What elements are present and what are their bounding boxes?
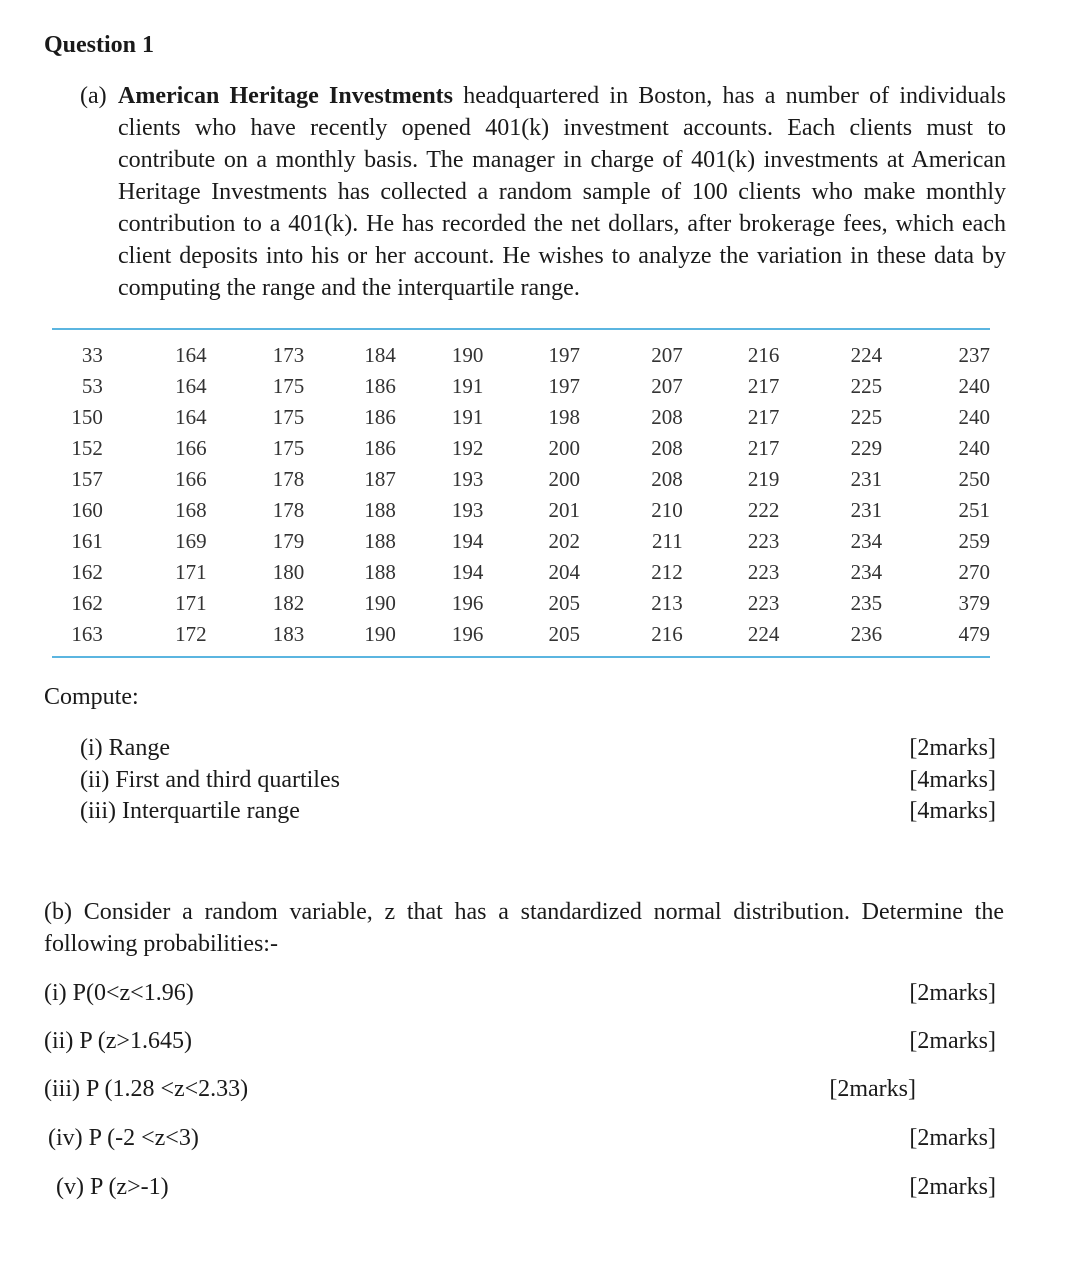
table-cell: 184 bbox=[364, 343, 396, 367]
table-cell: 216 bbox=[747, 343, 780, 367]
table-cell: 188 bbox=[364, 498, 396, 522]
table-cell: 208 bbox=[651, 405, 683, 429]
table-cell: 234 bbox=[850, 529, 883, 553]
table-row bbox=[52, 371, 990, 402]
table-cell: 175 bbox=[272, 436, 305, 460]
data-table bbox=[52, 340, 990, 650]
table-cell: 207 bbox=[651, 374, 683, 398]
table-row bbox=[52, 619, 990, 650]
table-top-rule bbox=[52, 328, 990, 330]
table-cell: 235 bbox=[850, 591, 883, 615]
table-cell: 157 bbox=[71, 467, 103, 491]
table-cell: 234 bbox=[850, 560, 883, 584]
table-cell: 205 bbox=[548, 591, 580, 615]
question-title: Question 1 bbox=[44, 32, 155, 58]
table-cell: 168 bbox=[175, 498, 207, 522]
table-cell: 164 bbox=[175, 343, 207, 367]
table-cell: 205 bbox=[548, 622, 580, 646]
table-cell: 163 bbox=[71, 622, 103, 646]
table-cell: 219 bbox=[747, 467, 780, 491]
table-cell: 178 bbox=[272, 498, 305, 522]
table-cell: 166 bbox=[175, 467, 207, 491]
table-cell: 222 bbox=[747, 498, 780, 522]
compute-marks: [4marks] bbox=[909, 767, 996, 793]
table-cell: 229 bbox=[850, 436, 883, 460]
table-cell: 240 bbox=[958, 436, 990, 460]
table-cell: 186 bbox=[364, 405, 396, 429]
table-cell: 223 bbox=[747, 591, 780, 615]
prob-marks: [2marks] bbox=[909, 1028, 996, 1054]
table-cell: 236 bbox=[850, 622, 883, 646]
table-bottom-rule bbox=[52, 656, 990, 658]
table-cell: 212 bbox=[651, 560, 683, 584]
compute-item: (ii) First and third quartiles bbox=[80, 767, 340, 793]
table-cell: 186 bbox=[364, 436, 396, 460]
table-cell: 193 bbox=[451, 467, 484, 491]
compute-item: (i) Range bbox=[80, 735, 170, 761]
table-cell: 161 bbox=[71, 529, 103, 553]
table-cell: 187 bbox=[364, 467, 396, 491]
table-cell: 202 bbox=[548, 529, 580, 553]
table-cell: 213 bbox=[651, 591, 683, 615]
table-cell: 180 bbox=[272, 560, 305, 584]
table-cell: 197 bbox=[548, 343, 580, 367]
table-cell: 224 bbox=[850, 343, 883, 367]
table-cell: 250 bbox=[958, 467, 990, 491]
table-cell: 162 bbox=[71, 591, 103, 615]
table-cell: 198 bbox=[548, 405, 580, 429]
table-cell: 217 bbox=[747, 374, 780, 398]
table-cell: 188 bbox=[364, 560, 396, 584]
table-cell: 208 bbox=[651, 467, 683, 491]
table-cell: 231 bbox=[850, 498, 883, 522]
part-a bbox=[80, 80, 1006, 304]
table-cell: 207 bbox=[651, 343, 683, 367]
table-cell: 194 bbox=[451, 560, 484, 584]
table-cell: 178 bbox=[272, 467, 305, 491]
table-cell: 223 bbox=[747, 529, 780, 553]
table-cell: 172 bbox=[175, 622, 207, 646]
prob-item: (iii) P (1.28 <z<2.33) bbox=[44, 1076, 249, 1102]
table-cell: 186 bbox=[364, 374, 396, 398]
company-name: American Heritage Investments bbox=[118, 83, 454, 109]
table-row bbox=[52, 464, 990, 495]
table-cell: 196 bbox=[451, 622, 484, 646]
table-cell: 164 bbox=[175, 405, 207, 429]
table-cell: 217 bbox=[747, 436, 780, 460]
prob-marks: [2marks] bbox=[909, 980, 996, 1006]
part-a-body bbox=[118, 80, 1006, 304]
table-cell: 152 bbox=[71, 436, 103, 460]
table-row bbox=[52, 402, 990, 433]
table-cell: 175 bbox=[272, 374, 305, 398]
table-cell: 251 bbox=[958, 498, 990, 522]
table-cell: 164 bbox=[175, 374, 207, 398]
table-cell: 211 bbox=[651, 529, 683, 553]
table-cell: 171 bbox=[175, 560, 207, 584]
table-cell: 204 bbox=[548, 560, 580, 584]
table-cell: 200 bbox=[548, 436, 580, 460]
table-cell: 231 bbox=[850, 467, 883, 491]
table-cell: 225 bbox=[850, 405, 883, 429]
compute-marks: [4marks] bbox=[909, 798, 996, 824]
table-cell: 237 bbox=[958, 343, 990, 367]
compute-item: (iii) Interquartile range bbox=[80, 798, 300, 824]
table-cell: 33 bbox=[81, 343, 103, 367]
table-cell: 240 bbox=[958, 374, 990, 398]
table-cell: 194 bbox=[451, 529, 484, 553]
part-a-text: headquartered in Boston, has a number of individuals clients who have recently opened 401(k) investment accounts. Each clients must to contribute on a monthly basis. The manager in charge of 401(k) investments at American Heritage Investments has collected a random sample of 100 clients who make monthly contribution to a 401(k). He has recorded the net dollars, after brokerage fees, which each client deposits into his or her account. He wishes to analyze the variation in these data by computing the range and the interquartile range. bbox=[118, 83, 1007, 301]
table-cell: 200 bbox=[548, 467, 580, 491]
table-cell: 193 bbox=[451, 498, 484, 522]
table-cell: 217 bbox=[747, 405, 780, 429]
table-cell: 53 bbox=[81, 374, 103, 398]
part-a-label: (a) bbox=[80, 83, 107, 109]
table-cell: 216 bbox=[651, 622, 683, 646]
table-cell: 210 bbox=[651, 498, 683, 522]
table-cell: 179 bbox=[272, 529, 305, 553]
table-cell: 225 bbox=[850, 374, 883, 398]
table-cell: 224 bbox=[747, 622, 780, 646]
table-row bbox=[52, 495, 990, 526]
prob-item: (i) P(0<z<1.96) bbox=[44, 980, 194, 1006]
table-cell: 175 bbox=[272, 405, 305, 429]
table-cell: 196 bbox=[451, 591, 484, 615]
prob-marks: [2marks] bbox=[909, 1174, 996, 1200]
table-cell: 190 bbox=[364, 622, 396, 646]
table-cell: 162 bbox=[71, 560, 103, 584]
table-cell: 191 bbox=[451, 405, 484, 429]
table-cell: 160 bbox=[71, 498, 103, 522]
table-cell: 191 bbox=[451, 374, 484, 398]
prob-item: (iv) P (-2 <z<3) bbox=[48, 1125, 199, 1151]
table-cell: 190 bbox=[364, 591, 396, 615]
table-row bbox=[52, 340, 990, 371]
compute-marks: [2marks] bbox=[909, 735, 996, 761]
table-cell: 240 bbox=[958, 405, 990, 429]
prob-item: (ii) P (z>1.645) bbox=[44, 1028, 192, 1054]
table-row bbox=[52, 433, 990, 464]
prob-item: (v) P (z>-1) bbox=[56, 1174, 169, 1200]
table-cell: 479 bbox=[958, 622, 990, 646]
table-cell: 171 bbox=[175, 591, 207, 615]
table-cell: 182 bbox=[272, 591, 305, 615]
table-cell: 270 bbox=[958, 560, 990, 584]
part-b-text: (b) Consider a random variable, z that has a standardized normal distribution. Determine the following probabilities:- bbox=[44, 899, 1004, 957]
prob-marks: [2marks] bbox=[829, 1076, 916, 1102]
table-cell: 188 bbox=[364, 529, 396, 553]
table-cell: 183 bbox=[272, 622, 305, 646]
table-cell: 190 bbox=[451, 343, 484, 367]
compute-heading: Compute: bbox=[44, 684, 139, 710]
table-cell: 173 bbox=[272, 343, 305, 367]
table-cell: 259 bbox=[958, 529, 990, 553]
table-cell: 379 bbox=[958, 591, 990, 615]
table-cell: 192 bbox=[451, 436, 484, 460]
table-row bbox=[52, 557, 990, 588]
table-row bbox=[52, 526, 990, 557]
prob-marks: [2marks] bbox=[909, 1125, 996, 1151]
table-cell: 169 bbox=[175, 529, 207, 553]
table-cell: 223 bbox=[747, 560, 780, 584]
table-cell: 150 bbox=[71, 405, 103, 429]
table-cell: 166 bbox=[175, 436, 207, 460]
table-cell: 208 bbox=[651, 436, 683, 460]
table-cell: 201 bbox=[548, 498, 580, 522]
table-cell: 197 bbox=[548, 374, 580, 398]
table-row bbox=[52, 588, 990, 619]
